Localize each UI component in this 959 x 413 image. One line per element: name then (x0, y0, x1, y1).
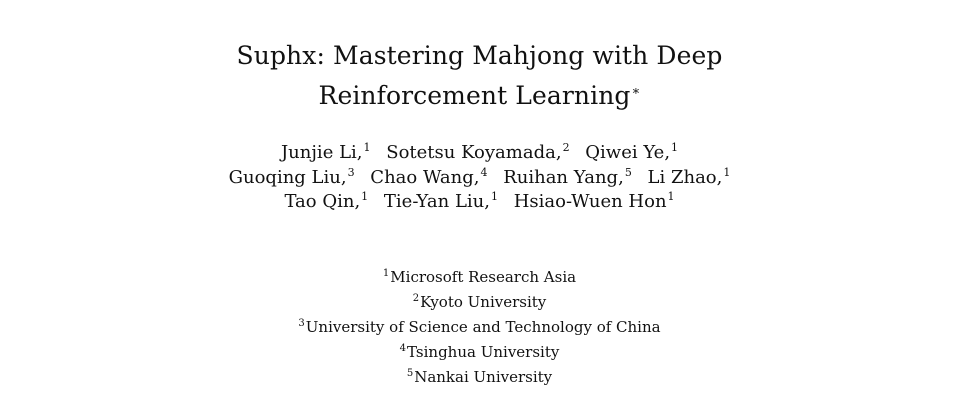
affiliation-number: 1 (382, 268, 390, 279)
affiliation-number: 2 (412, 293, 420, 304)
author-name: Li Zhao, (647, 167, 723, 188)
author-affiliation-mark: 1 (490, 190, 498, 203)
affiliation-name: Tsinghua University (407, 343, 560, 361)
author-name: Sotetsu Koyamada, (386, 142, 562, 163)
author (386, 142, 569, 166)
author-affiliation-mark: 1 (723, 166, 731, 179)
author-line-1 (0, 142, 959, 166)
author-name: Chao Wang, (370, 167, 480, 188)
author-name: Junjie Li, (280, 142, 363, 163)
affiliation (0, 267, 959, 290)
affiliation-number: 4 (399, 343, 407, 354)
author (284, 191, 368, 215)
author-affiliation-mark: 1 (671, 141, 679, 154)
author (503, 167, 632, 191)
author (514, 191, 675, 215)
author-name: Tie-Yan Liu, (383, 191, 490, 212)
author-affiliation-mark: 1 (667, 190, 675, 203)
author-name: Hsiao-Wuen Hon (513, 191, 667, 212)
affiliation-number: 5 (406, 368, 414, 379)
author-line-3 (0, 191, 959, 215)
author-affiliation-mark: 1 (363, 141, 371, 154)
paper-title-text-2: Reinforcement Learning (318, 81, 631, 110)
author-affiliation-mark: 5 (624, 166, 632, 179)
affiliation-name: Kyoto University (420, 293, 547, 311)
affiliation-number: 3 (298, 318, 305, 329)
affiliation-name: Microsoft Research Asia (390, 268, 577, 286)
author (585, 142, 678, 166)
title-footnote-mark: ∗ (631, 84, 641, 99)
author-affiliation-mark: 3 (347, 166, 355, 179)
affiliation (0, 342, 959, 365)
author (281, 142, 371, 166)
author-affiliation-mark: 2 (562, 141, 570, 154)
paper-title-line-2 (0, 81, 959, 116)
affiliation (0, 292, 959, 315)
author-name: Ruihan Yang, (503, 167, 624, 188)
author (384, 191, 498, 215)
author-name: Qiwei Ye, (585, 142, 671, 163)
author-name: Tao Qin, (284, 191, 361, 212)
author-name: Guoqing Liu, (228, 167, 347, 188)
author-affiliation-mark: 4 (480, 166, 488, 179)
affiliation (0, 367, 959, 390)
affiliation (0, 317, 959, 340)
paper-title-text-1: Suphx: Mastering Mahjong with Deep (236, 41, 723, 70)
author (370, 167, 487, 191)
paper-title-line-1 (0, 41, 959, 71)
affiliation-name: University of Science and Technology of China (305, 318, 661, 336)
author (648, 167, 731, 191)
author-affiliation-mark: 1 (361, 190, 369, 203)
author (229, 167, 355, 191)
affiliation-name: Nankai University (414, 368, 553, 386)
author-line-2 (0, 167, 959, 191)
